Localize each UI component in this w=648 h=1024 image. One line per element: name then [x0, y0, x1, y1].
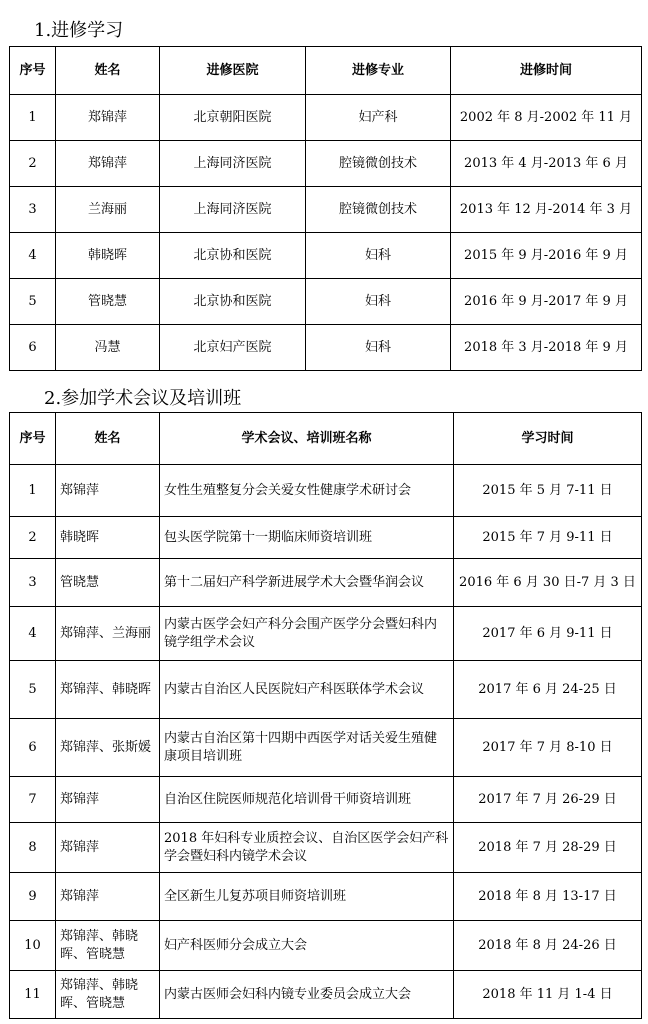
cell-name: 兰海丽	[56, 187, 160, 233]
training-table	[9, 46, 642, 371]
cell-study-time: 2017 年 6 月 24-25 日	[454, 661, 642, 719]
table-row	[10, 465, 642, 517]
cell-name: 郑锦萍	[56, 777, 160, 823]
cell-study-time: 2018 年 7 月 28-29 日	[454, 823, 642, 873]
cell-period: 2018 年 3 月-2018 年 9 月	[451, 325, 642, 371]
cell-hospital: 北京妇产医院	[160, 325, 306, 371]
cell-period: 2015 年 9 月-2016 年 9 月	[451, 233, 642, 279]
cell-conference: 内蒙古医学会妇产科分会围产医学分会暨妇科内镜学组学术会议	[160, 607, 454, 661]
cell-hospital: 北京协和医院	[160, 279, 306, 325]
cell-study-time: 2017 年 7 月 26-29 日	[454, 777, 642, 823]
cell-study-time: 2018 年 8 月 24-26 日	[454, 921, 642, 971]
cell-period: 2013 年 12 月-2014 年 3 月	[451, 187, 642, 233]
cell-seq: 11	[10, 971, 56, 1019]
header-period: 进修时间	[451, 47, 642, 95]
table-row	[10, 559, 642, 607]
cell-conference: 包头医学院第十一期临床师资培训班	[160, 517, 454, 559]
table-row	[10, 971, 642, 1019]
cell-conference: 第十二届妇产科学新进展学术大会暨华润会议	[160, 559, 454, 607]
cell-name: 郑锦萍、韩晓晖、管晓慧	[56, 921, 160, 971]
table-row	[10, 517, 642, 559]
cell-specialty: 妇科	[306, 279, 451, 325]
cell-study-time: 2017 年 7 月 8-10 日	[454, 719, 642, 777]
section-title-training: 1.进修学习	[34, 20, 124, 41]
header-name: 姓名	[56, 413, 160, 465]
cell-seq: 5	[10, 661, 56, 719]
cell-specialty: 妇科	[306, 325, 451, 371]
cell-name: 冯慧	[56, 325, 160, 371]
cell-seq: 1	[10, 465, 56, 517]
cell-seq: 3	[10, 559, 56, 607]
cell-seq: 9	[10, 873, 56, 921]
cell-conference: 内蒙古医师会妇科内镜专业委员会成立大会	[160, 971, 454, 1019]
table-row	[10, 921, 642, 971]
cell-conference: 自治区住院医师规范化培训骨干师资培训班	[160, 777, 454, 823]
cell-name: 管晓慧	[56, 279, 160, 325]
cell-specialty: 腔镜微创技术	[306, 141, 451, 187]
table-row	[10, 95, 642, 141]
cell-study-time: 2017 年 6 月 9-11 日	[454, 607, 642, 661]
table-row	[10, 777, 642, 823]
cell-study-time: 2015 年 5 月 7-11 日	[454, 465, 642, 517]
cell-study-time: 2016 年 6 月 30 日-7 月 3 日	[454, 559, 642, 607]
cell-name: 韩晓晖	[56, 233, 160, 279]
cell-conference: 内蒙古自治区人民医院妇产科医联体学术会议	[160, 661, 454, 719]
header-hospital: 进修医院	[160, 47, 306, 95]
cell-period: 2013 年 4 月-2013 年 6 月	[451, 141, 642, 187]
conference-table	[9, 412, 642, 1019]
cell-conference: 女性生殖整复分会关爱女性健康学术研讨会	[160, 465, 454, 517]
cell-seq: 6	[10, 325, 56, 371]
cell-name: 郑锦萍、兰海丽	[56, 607, 160, 661]
cell-period: 2016 年 9 月-2017 年 9 月	[451, 279, 642, 325]
cell-hospital: 北京朝阳医院	[160, 95, 306, 141]
table-header-row	[10, 47, 642, 95]
cell-hospital: 北京协和医院	[160, 233, 306, 279]
cell-study-time: 2015 年 7 月 9-11 日	[454, 517, 642, 559]
cell-seq: 10	[10, 921, 56, 971]
cell-seq: 3	[10, 187, 56, 233]
cell-name: 郑锦萍	[56, 873, 160, 921]
cell-name: 郑锦萍、韩晓晖	[56, 661, 160, 719]
table-row	[10, 661, 642, 719]
table-row	[10, 233, 642, 279]
table-row	[10, 873, 642, 921]
cell-conference: 全区新生儿复苏项目师资培训班	[160, 873, 454, 921]
cell-conference: 内蒙古自治区第十四期中西医学对话关爱生殖健康项目培训班	[160, 719, 454, 777]
cell-conference: 妇产科医师分会成立大会	[160, 921, 454, 971]
cell-name: 郑锦萍	[56, 95, 160, 141]
table-row	[10, 823, 642, 873]
header-seq: 序号	[10, 47, 56, 95]
header-seq: 序号	[10, 413, 56, 465]
cell-hospital: 上海同济医院	[160, 187, 306, 233]
table-row	[10, 279, 642, 325]
cell-name: 郑锦萍	[56, 141, 160, 187]
cell-name: 管晓慧	[56, 559, 160, 607]
cell-seq: 1	[10, 95, 56, 141]
cell-name: 郑锦萍、张斯媛	[56, 719, 160, 777]
cell-study-time: 2018 年 8 月 13-17 日	[454, 873, 642, 921]
cell-name: 韩晓晖	[56, 517, 160, 559]
table-row	[10, 719, 642, 777]
cell-seq: 4	[10, 233, 56, 279]
cell-seq: 2	[10, 141, 56, 187]
header-name: 姓名	[56, 47, 160, 95]
cell-specialty: 妇产科	[306, 95, 451, 141]
cell-specialty: 腔镜微创技术	[306, 187, 451, 233]
cell-seq: 2	[10, 517, 56, 559]
table-row	[10, 141, 642, 187]
cell-seq: 5	[10, 279, 56, 325]
cell-seq: 4	[10, 607, 56, 661]
cell-name: 郑锦萍	[56, 465, 160, 517]
cell-name: 郑锦萍、韩晓晖、管晓慧	[56, 971, 160, 1019]
table-row	[10, 607, 642, 661]
table-row	[10, 325, 642, 371]
cell-conference: 2018 年妇科专业质控会议、自治区医学会妇产科学会暨妇科内镜学术会议	[160, 823, 454, 873]
cell-hospital: 上海同济医院	[160, 141, 306, 187]
cell-specialty: 妇科	[306, 233, 451, 279]
header-specialty: 进修专业	[306, 47, 451, 95]
header-conference: 学术会议、培训班名称	[160, 413, 454, 465]
cell-seq: 6	[10, 719, 56, 777]
cell-seq: 7	[10, 777, 56, 823]
cell-period: 2002 年 8 月-2002 年 11 月	[451, 95, 642, 141]
header-study-time: 学习时间	[454, 413, 642, 465]
table-row	[10, 187, 642, 233]
cell-name: 郑锦萍	[56, 823, 160, 873]
table-header-row	[10, 413, 642, 465]
section-title-conferences: 2.参加学术会议及培训班	[44, 388, 242, 409]
cell-seq: 8	[10, 823, 56, 873]
cell-study-time: 2018 年 11 月 1-4 日	[454, 971, 642, 1019]
